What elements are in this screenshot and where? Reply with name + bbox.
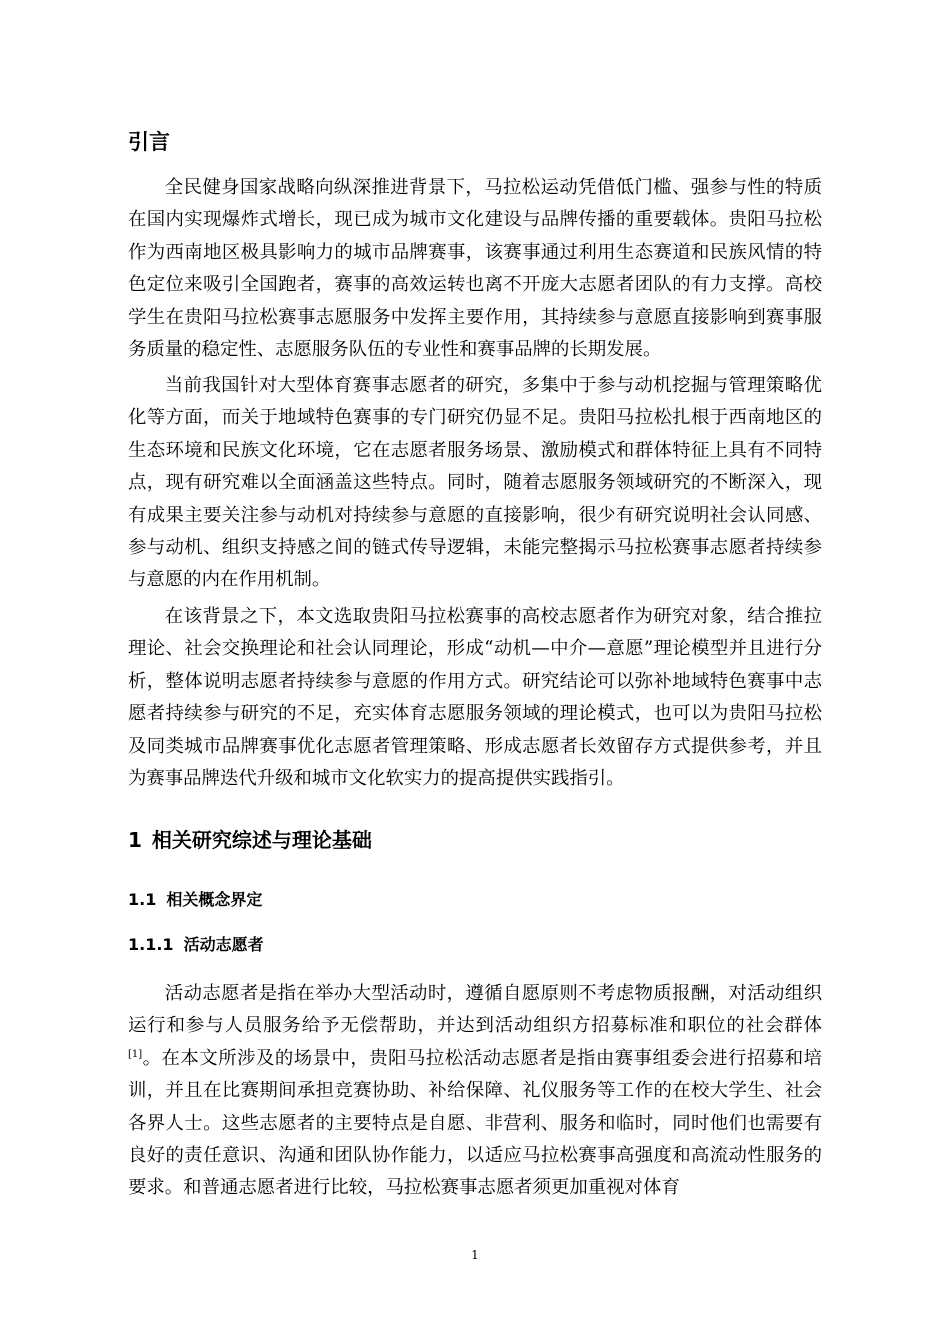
section-1-1-1-number: 1.1.1	[128, 935, 174, 954]
section-1-1-1-paragraph	[128, 978, 822, 1205]
section-1-1-1-title: 活动志愿者	[183, 935, 264, 954]
section-1-title: 相关研究综述与理论基础	[151, 828, 372, 852]
section-1-heading	[128, 826, 372, 854]
citation-reference: [1]	[128, 1048, 143, 1060]
paragraph-text-before-citation: 活动志愿者是指在举办大型活动时，遵循自愿原则不考虑物质报酬，对活动组织运行和参与人员服务给予无偿帮助，并达到活动组织方招募标准和职位的社会群体	[128, 983, 822, 1037]
section-1-1-heading	[128, 888, 262, 912]
intro-paragraph-2: 当前我国针对大型体育赛事志愿者的研究，多集中于参与动机挖掘与管理策略优化等方面，而关于地域特色赛事的专门研究仍显不足。贵阳马拉松扎根于西南地区的生态环境和民族文化环境，它在志愿者服务场景、激励模式和群体特征上具有不同特点，现有研究难以全面涵盖这些特点。同时，随着志愿服务领域研究的不断深入，现有成果主要关注参与动机对持续参与意愿的直接影响，很少有研究说明社会认同感、参与动机、组织支持感之间的链式传导逻辑，未能完整揭示马拉松赛事志愿者持续参与意愿的内在作用机制。	[128, 375, 822, 591]
section-1-1-number: 1.1	[128, 890, 157, 909]
intro-paragraph-3: 在该背景之下，本文选取贵阳马拉松赛事的高校志愿者作为研究对象，结合推拉理论、社会交换理论和社会认同理论，形成“动机—中介—意愿”理论模型并且进行分析，整体说明志愿者持续参与意愿的作用方式。研究结论可以弥补地域特色赛事中志愿者持续参与研究的不足，充实体育志愿服务领域的理论模式，也可以为贵阳马拉松及同类城市品牌赛事优化志愿者管理策略、形成志愿者长效留存方式提供参考，并且为赛事品牌迭代升级和城市文化软实力的提高提供实践指引。	[128, 606, 822, 790]
intro-paragraph-1: 全民健身国家战略向纵深推进背景下，马拉松运动凭借低门槛、强参与性的特质在国内实现爆炸式增长，现已成为城市文化建设与品牌传播的重要载体。贵阳马拉松作为西南地区极具影响力的城市品牌赛事，该赛事通过利用生态赛道和民族风情的特色定位来吸引全国跑者，赛事的高效运转也离不开庞大志愿者团队的有力支撑。高校学生在贵阳马拉松赛事志愿服务中发挥主要作用，其持续参与意愿直接影响到赛事服务质量的稳定性、志愿服务队伍的专业性和赛事品牌的长期发展。	[128, 177, 822, 361]
section-1-number: 1	[128, 828, 142, 852]
section-1-1-1-heading	[128, 933, 264, 957]
section-1-1-title: 相关概念界定	[166, 890, 263, 909]
page-number: 1	[471, 1248, 479, 1262]
paragraph-text-after-citation: 。在本文所涉及的场景中，贵阳马拉松活动志愿者是指由赛事组委会进行招募和培训，并且在比赛期间承担竞赛协助、补给保障、礼仪服务等工作的在校大学生、社会各界人士。这些志愿者的主要特点是自愿、非营利、服务和临时，同时他们也需要有良好的责任意识、沟通和团队协作能力，以适应马拉松赛事高强度和高流动性服务的要求。和普通志愿者进行比较，马拉松赛事志愿者须更加重视对体育	[128, 1047, 822, 1199]
intro-heading: 引言	[128, 130, 170, 154]
